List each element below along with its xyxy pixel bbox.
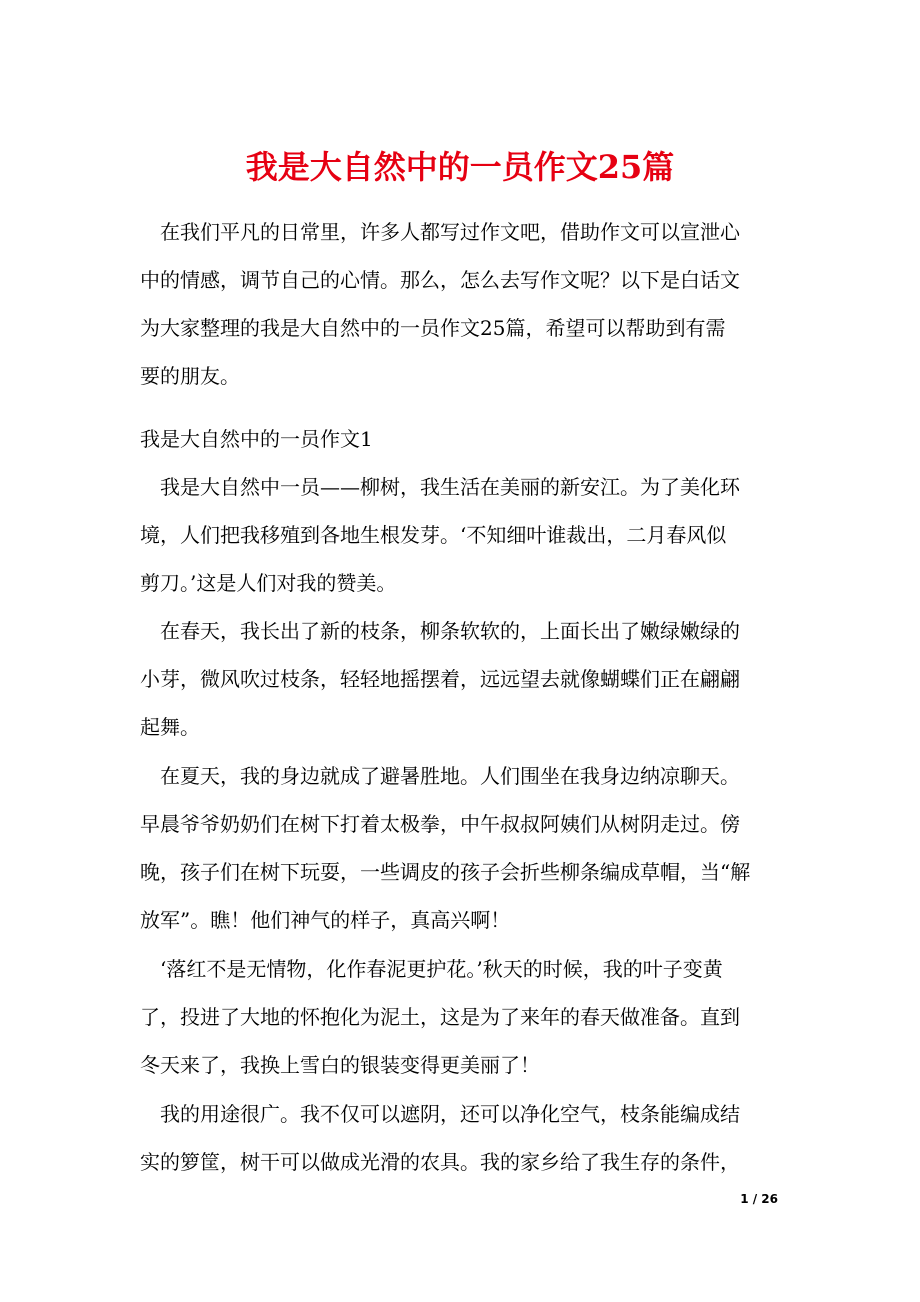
text-line: 我是大自然中一员——柳树，我生活在美丽的新安江。为了美化环 [140,475,740,499]
text-line: 中的情感，调节自己的心情。那么，怎么去写作文呢？以下是白话文 [140,268,740,292]
body-paragraph [140,752,790,944]
text-line: 在我们平凡的日常里，许多人都写过作文吧，借助作文可以宣泄心 [140,220,740,244]
section-heading [140,415,790,463]
text-line: 实的箩筐，树干可以做成光滑的农具。我的家乡给了我生存的条件， [140,1150,740,1174]
intro-paragraph [140,208,790,400]
text-line: 早晨爷爷奶奶们在树下打着太极拳，中午叔叔阿姨们从树阴走过。傍 [140,812,740,836]
text-line: 为大家整理的我是大自然中的一员作文25篇，希望可以帮助到有需 [140,316,726,340]
text-line: 境，人们把我移殖到各地生根发芽。‘不知细叶谁裁出，二月春风似 [140,523,727,547]
text-line: ‘落红不是无情物，化作春泥更护花。’秋天的时候，我的叶子变黄 [140,957,723,981]
page-number: 1 / 26 [740,1192,778,1206]
text-line: 在春天，我长出了新的枝条，柳条软软的，上面长出了嫩绿嫩绿的 [140,619,740,643]
text-line: 在夏天，我的身边就成了避暑胜地。人们围坐在我身边纳凉聊天。 [140,764,740,788]
text-line: 我的用途很广。我不仅可以遮阴，还可以净化空气，枝条能编成结 [140,1102,740,1126]
body-paragraph [140,463,790,607]
text-line: 晚，孩子们在树下玩耍，一些调皮的孩子会折些柳条编成草帽，当“解 [140,860,751,884]
text-line: 了，投进了大地的怀抱化为泥土，这是为了来年的春天做准备。直到 [140,1005,740,1029]
text-line: 冬天来了，我换上雪白的银装变得更美丽了！ [140,1053,540,1077]
text-line: 小芽，微风吹过枝条，轻轻地摇摆着，远远望去就像蝴蝶们正在翩翩 [140,667,740,691]
body-paragraph [140,1090,790,1186]
section-heading-text: 我是大自然中的一员作文1 [140,427,373,451]
text-line: 剪刀。’这是人们对我的赞美。 [140,571,397,595]
text-line: 放军”。瞧！他们神气的样子，真高兴啊！ [140,908,511,932]
body-paragraph [140,607,790,751]
page-title: 我是大自然中的一员作文25篇 [245,148,675,186]
text-line: 要的朋友。 [140,364,240,388]
text-line: 起舞。 [140,715,200,739]
body-paragraph [140,945,790,1089]
